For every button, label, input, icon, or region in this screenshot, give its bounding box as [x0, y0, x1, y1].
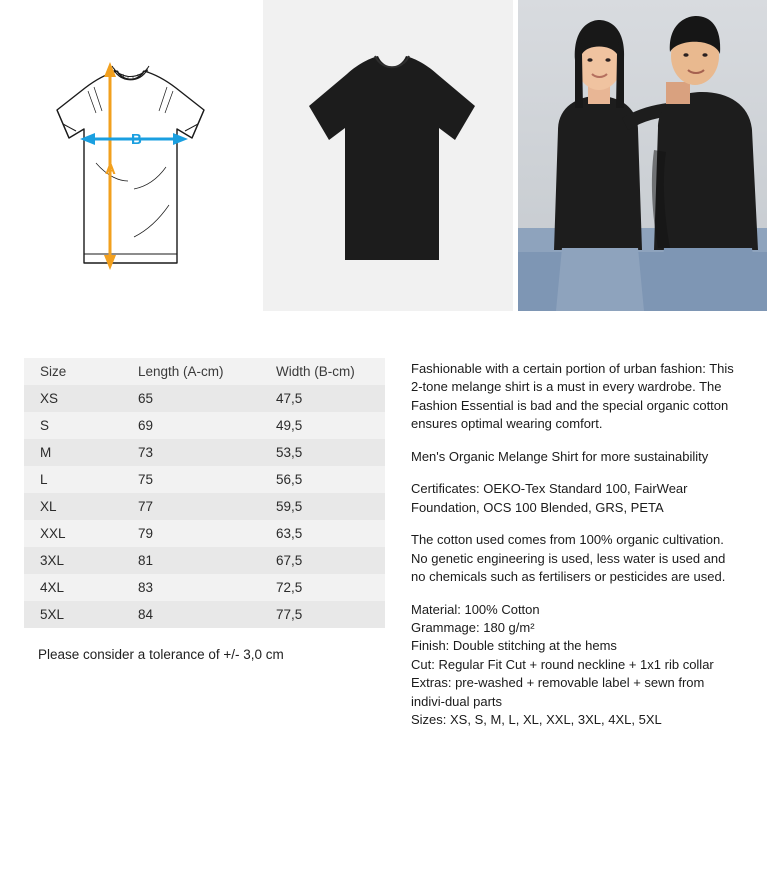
spec-sizes: Sizes: XS, S, M, L, XL, XXL, 3XL, 4XL, 5XL [411, 712, 662, 728]
cell-width: 67,5 [276, 553, 303, 568]
spec-material: Material: 100% Cotton [411, 601, 540, 617]
measurement-arrows [0, 0, 258, 311]
spec-finish: Finish: Double stitching at the hems [411, 638, 617, 654]
description-intro: Fashionable with a certain portion of urban fashion: This 2-tone melange shirt is a must in every wardrobe. The Fashion Essential is bad and the special organic cotton ensures optimal wearing comfort. [411, 361, 734, 432]
models-photo [518, 0, 767, 311]
cell-length: 84 [138, 607, 154, 622]
spec-cut: Cut: Regular Fit Cut + round neckline + 1x1 rib collar [411, 656, 714, 672]
cell-size: 3XL [40, 553, 65, 568]
product-image-panel [263, 0, 513, 311]
cell-length: 69 [138, 418, 154, 433]
size-chart-table [24, 358, 385, 628]
cell-size: M [40, 445, 52, 460]
lifestyle-photo-panel [518, 0, 767, 311]
description-certificates: Certificates: OEKO-Tex Standard 100, FairWear Foundation, OCS 100 Blended, GRS, PETA [411, 481, 688, 515]
tolerance-note: Please consider a tolerance of +/- 3,0 cm [38, 647, 284, 662]
column-header-width: Width (B-cm) [276, 364, 355, 379]
table-row [24, 385, 385, 412]
column-header-length: Length (A-cm) [138, 364, 224, 379]
cell-size: XS [40, 391, 59, 406]
table-row [24, 520, 385, 547]
spec-extras: Extras: pre-washed + removable label + sewn from indivi-dual parts [411, 675, 705, 709]
product-description [411, 360, 741, 730]
dimension-label-b: B [131, 131, 142, 148]
black-t-shirt-illustration [287, 48, 492, 266]
media-strip [0, 0, 777, 311]
table-header-row [24, 358, 385, 385]
cell-width: 72,5 [276, 580, 303, 595]
cell-size: 5XL [40, 607, 65, 622]
cell-size: XL [40, 499, 57, 514]
cell-width: 53,5 [276, 445, 303, 460]
cell-width: 63,5 [276, 526, 303, 541]
cell-width: 56,5 [276, 472, 303, 487]
cell-width: 59,5 [276, 499, 303, 514]
cell-length: 75 [138, 472, 154, 487]
spec-grammage: Grammage: 180 g/m² [411, 619, 535, 635]
description-cotton: The cotton used comes from 100% organic cultivation. No genetic engineering is used, less water is used and no chemicals such as fertilisers or pesticides are used. [411, 532, 726, 585]
spec-list [411, 601, 741, 730]
cell-size: S [40, 418, 50, 433]
table-row [24, 493, 385, 520]
cell-length: 65 [138, 391, 154, 406]
dimension-label-a: A [105, 161, 116, 178]
cell-length: 79 [138, 526, 154, 541]
cell-length: 77 [138, 499, 154, 514]
cell-length: 83 [138, 580, 154, 595]
table-row [24, 547, 385, 574]
cell-width: 49,5 [276, 418, 303, 433]
table-row [24, 466, 385, 493]
table-row [24, 412, 385, 439]
cell-length: 73 [138, 445, 154, 460]
table-row [24, 574, 385, 601]
cell-size: L [40, 472, 48, 487]
description-sustainability: Men's Organic Melange Shirt for more sustainability [411, 448, 709, 464]
cell-size: XXL [40, 526, 66, 541]
measurement-diagram-panel [0, 0, 258, 311]
cell-length: 81 [138, 553, 154, 568]
cell-width: 47,5 [276, 391, 303, 406]
table-row [24, 439, 385, 466]
column-header-size: Size [40, 364, 67, 379]
cell-size: 4XL [40, 580, 65, 595]
table-row [24, 601, 385, 628]
cell-width: 77,5 [276, 607, 303, 622]
